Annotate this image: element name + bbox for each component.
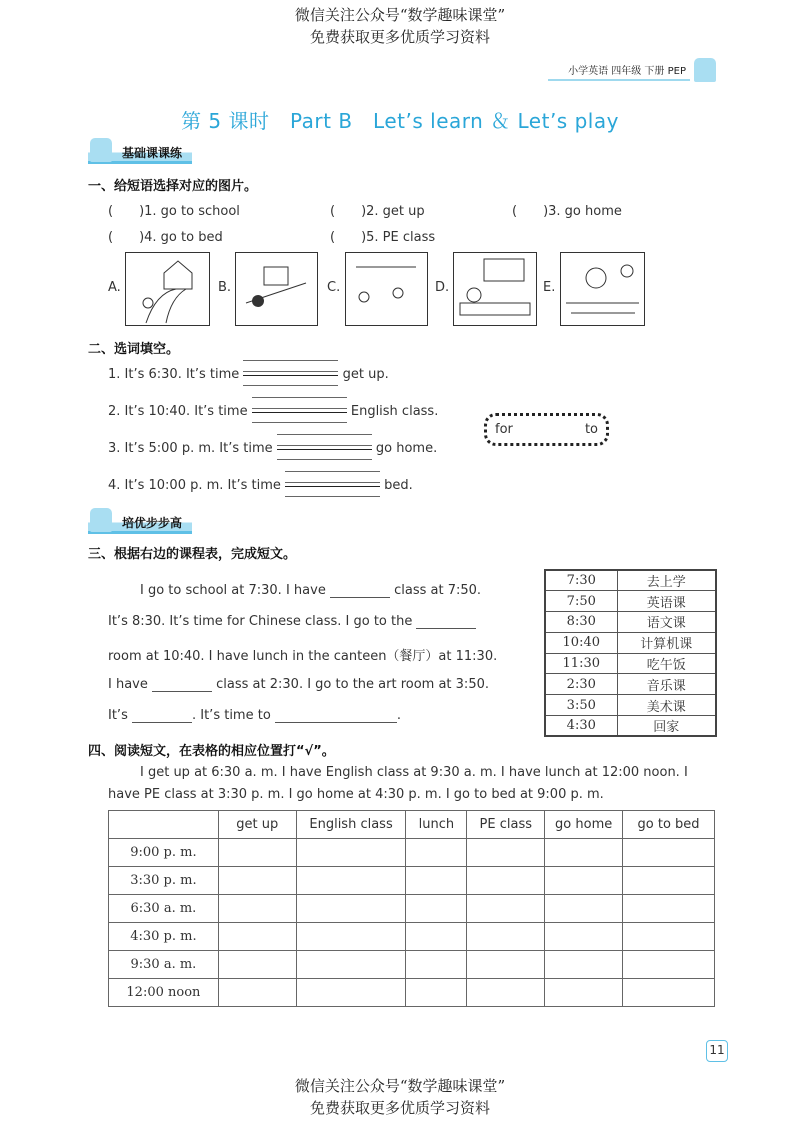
schedule-activity: 回家 — [617, 716, 716, 737]
column-header — [109, 811, 219, 839]
check-cell[interactable] — [406, 867, 467, 895]
answer-lines[interactable] — [277, 448, 372, 449]
schedule-row — [545, 570, 716, 591]
check-cell[interactable] — [406, 839, 467, 867]
picture-go-to-bed — [453, 252, 537, 326]
passage-text: . — [396, 708, 402, 723]
check-cell[interactable] — [218, 951, 296, 979]
word-bank — [484, 413, 609, 446]
check-cell[interactable] — [218, 979, 296, 1007]
section-badge-basic: 基础课课练 — [88, 140, 192, 164]
word-for: for — [495, 422, 513, 437]
check-cell[interactable] — [623, 867, 715, 895]
schedule-row — [545, 612, 716, 633]
answer-lines[interactable] — [252, 411, 347, 412]
schedule-time: 3:50 — [545, 695, 617, 716]
schedule-activity: 美术课 — [617, 695, 716, 716]
passage-text: class at 2:30. I go to the art room at 3:50. — [216, 677, 489, 692]
check-cell[interactable] — [545, 979, 623, 1007]
check-cell[interactable] — [218, 923, 296, 951]
table-row — [109, 867, 715, 895]
passage-line — [140, 583, 481, 598]
passage-line — [108, 614, 476, 629]
check-cell[interactable] — [296, 923, 406, 951]
check-cell[interactable] — [296, 951, 406, 979]
table-row — [109, 839, 715, 867]
section-badge-advanced: 培优步步高 — [88, 510, 192, 534]
schedule-time: 2:30 — [545, 674, 617, 695]
q2-item — [108, 441, 437, 456]
schedule-activity: 计算机课 — [617, 632, 716, 653]
q2-item — [108, 478, 413, 493]
schedule-activity: 英语课 — [617, 591, 716, 612]
page-number: 11 — [706, 1040, 728, 1062]
answer-lines[interactable] — [243, 374, 338, 375]
check-cell[interactable] — [406, 979, 467, 1007]
header-tag: 小学英语 四年级 下册 PEP — [548, 62, 690, 81]
q2-text: get up. — [342, 367, 389, 382]
schedule-time: 7:50 — [545, 591, 617, 612]
blank[interactable] — [132, 709, 192, 723]
passage-text: It’s — [108, 708, 128, 723]
row-time: 9:00 p. m. — [109, 839, 219, 867]
answer-lines[interactable] — [285, 485, 380, 486]
picture-pe-class — [345, 252, 428, 326]
page-title: 第 5 课时 Part B Let’s learn ＆ Let’s play — [181, 109, 619, 133]
check-cell[interactable] — [218, 839, 296, 867]
q2-heading: 二、选词填空。 — [88, 342, 180, 357]
check-cell[interactable] — [467, 951, 545, 979]
schedule-time: 4:30 — [545, 716, 617, 737]
passage-line — [108, 645, 497, 664]
blank[interactable] — [152, 678, 212, 692]
blank[interactable] — [330, 584, 390, 598]
check-cell[interactable] — [218, 895, 296, 923]
watermark-bottom — [0, 1075, 800, 1119]
check-cell[interactable] — [545, 895, 623, 923]
passage-text: class at 7:50. — [394, 583, 482, 598]
schedule-time: 8:30 — [545, 612, 617, 633]
check-cell[interactable] — [296, 839, 406, 867]
schedule-time: 7:30 — [545, 570, 617, 591]
table-row — [109, 979, 715, 1007]
passage-text: It’s 8:30. It’s time for Chinese class. I go to the — [108, 614, 413, 629]
column-header: go to bed — [623, 811, 715, 839]
check-cell[interactable] — [467, 839, 545, 867]
check-cell[interactable] — [467, 979, 545, 1007]
passage-text: room at 10:40. I have lunch in the canteen（餐厅）at 11:30. — [108, 649, 498, 664]
column-header: PE class — [467, 811, 545, 839]
bear-icon — [90, 508, 112, 532]
checkmark-table — [108, 810, 715, 1007]
q2-text: 3. It’s 5:00 p. m. It’s time — [108, 441, 273, 456]
q2-text: 1. It’s 6:30. It’s time — [108, 367, 240, 382]
picture-label: B. — [218, 280, 232, 295]
check-cell[interactable] — [545, 839, 623, 867]
q4-passage: have PE class at 3:30 p. m. I go home at 4:30 p. m. I go to bed at 9:00 p. m. — [108, 787, 604, 802]
watermark-line: 免费获取更多优质学习资料 — [309, 1099, 490, 1117]
schedule-row — [545, 695, 716, 716]
picture-school — [125, 252, 210, 326]
passage-text: I go to school at 7:30. I have — [140, 583, 326, 598]
check-cell[interactable] — [623, 923, 715, 951]
word-to: to — [584, 422, 598, 437]
table-row — [109, 923, 715, 951]
check-cell[interactable] — [623, 979, 715, 1007]
schedule-time: 11:30 — [545, 653, 617, 674]
check-cell[interactable] — [467, 923, 545, 951]
column-header: English class — [296, 811, 406, 839]
q2-item — [108, 367, 389, 382]
row-time: 9:30 a. m. — [109, 951, 219, 979]
schedule-table — [544, 569, 717, 737]
blank[interactable] — [416, 615, 476, 629]
table-row — [109, 895, 715, 923]
q3-heading: 三、根据右边的课程表，完成短文。 — [88, 547, 297, 562]
q2-text: 4. It’s 10:00 p. m. It’s time — [108, 478, 281, 493]
passage-text: . It’s time to — [191, 708, 271, 723]
row-time: 12:00 noon — [109, 979, 219, 1007]
picture-label: D. — [435, 280, 450, 295]
picture-label: E. — [543, 280, 556, 295]
row-time: 4:30 p. m. — [109, 923, 219, 951]
schedule-activity: 音乐课 — [617, 674, 716, 695]
schedule-row — [545, 716, 716, 737]
q1-item: ( )2. get up — [330, 204, 425, 219]
bear-icon — [694, 58, 716, 82]
q1-item: ( )5. PE class — [330, 230, 436, 245]
blank[interactable] — [275, 709, 397, 723]
watermark-top — [0, 4, 800, 48]
check-cell[interactable] — [467, 895, 545, 923]
picture-go-to-school — [235, 252, 318, 326]
check-cell[interactable] — [406, 951, 467, 979]
passage-line — [108, 677, 489, 692]
q2-text: English class. — [350, 404, 439, 419]
check-cell[interactable] — [545, 923, 623, 951]
check-cell[interactable] — [467, 867, 545, 895]
watermark-line: 微信关注公众号“数学趣味课堂” — [294, 6, 506, 24]
column-header: get up — [218, 811, 296, 839]
check-cell[interactable] — [296, 979, 406, 1007]
q4-passage: I get up at 6:30 a. m. I have English class at 9:30 a. m. I have lunch at 12:00 noon. I — [140, 765, 688, 780]
watermark-line: 免费获取更多优质学习资料 — [309, 28, 490, 46]
q1-heading: 一、给短语选择对应的图片。 — [88, 179, 258, 194]
check-cell[interactable] — [406, 895, 467, 923]
check-cell[interactable] — [545, 867, 623, 895]
picture-label: A. — [108, 280, 121, 295]
bear-icon — [90, 138, 112, 162]
check-cell[interactable] — [406, 923, 467, 951]
schedule-row — [545, 591, 716, 612]
schedule-row — [545, 674, 716, 695]
row-time: 3:30 p. m. — [109, 867, 219, 895]
watermark-line: 微信关注公众号“数学趣味课堂” — [294, 1077, 506, 1095]
q4-heading: 四、阅读短文，在表格的相应位置打“√”。 — [88, 744, 335, 759]
q2-text: go home. — [375, 441, 438, 456]
column-header: go home — [545, 811, 623, 839]
check-cell[interactable] — [623, 839, 715, 867]
table-row — [109, 951, 715, 979]
check-cell[interactable] — [623, 895, 715, 923]
schedule-activity: 吃午饭 — [617, 653, 716, 674]
picture-get-up — [560, 252, 645, 326]
schedule-row — [545, 632, 716, 653]
q1-item: ( )3. go home — [512, 204, 622, 219]
check-cell[interactable] — [623, 951, 715, 979]
check-cell[interactable] — [218, 867, 296, 895]
q1-item: ( )4. go to bed — [108, 230, 223, 245]
check-cell[interactable] — [296, 895, 406, 923]
row-time: 6:30 a. m. — [109, 895, 219, 923]
schedule-activity: 语文课 — [617, 612, 716, 633]
picture-label: C. — [327, 280, 341, 295]
check-cell[interactable] — [545, 951, 623, 979]
check-cell[interactable] — [296, 867, 406, 895]
column-header: lunch — [406, 811, 467, 839]
passage-text: I have — [108, 677, 148, 692]
passage-line — [108, 708, 401, 723]
q2-text: 2. It’s 10:40. It’s time — [108, 404, 248, 419]
schedule-row — [545, 653, 716, 674]
schedule-activity: 去上学 — [617, 570, 716, 591]
schedule-time: 10:40 — [545, 632, 617, 653]
q2-text: bed. — [384, 478, 413, 493]
q1-item: ( )1. go to school — [108, 204, 240, 219]
q2-item — [108, 404, 438, 419]
